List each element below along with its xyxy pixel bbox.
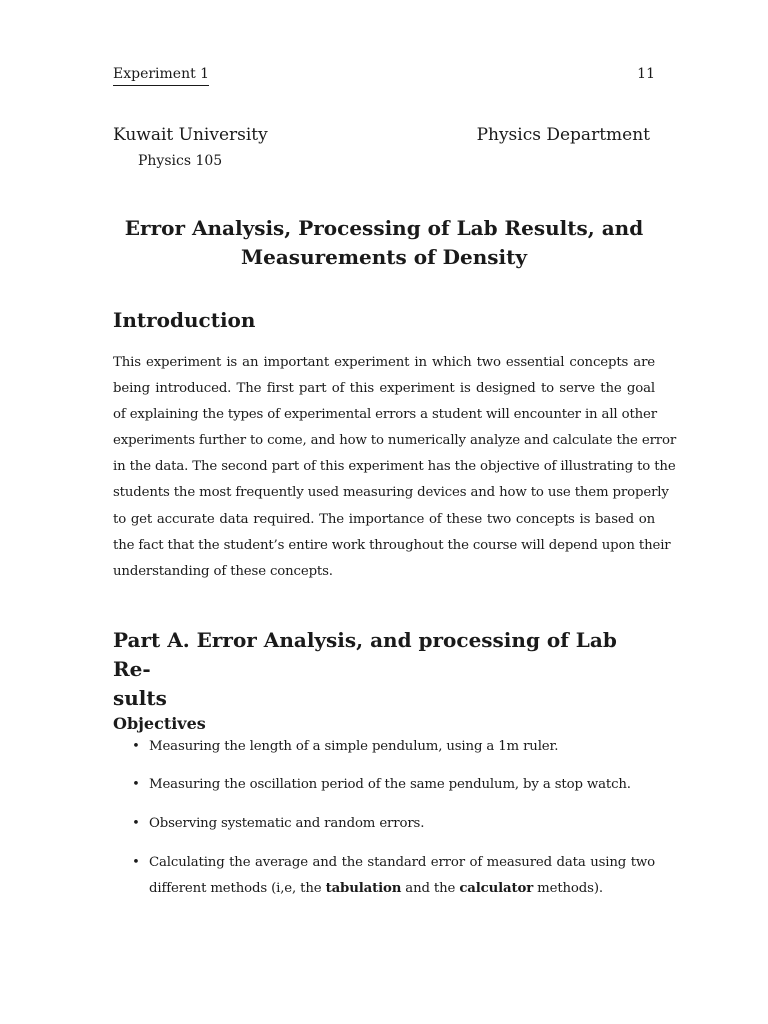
introduction-paragraph (113, 350, 677, 585)
objective-line-suffix: methods). (533, 881, 603, 896)
paragraph-line: to get accurate data required. The importance of these two concepts is based on (113, 511, 655, 527)
objective-line: Measuring the length of a simple pendulum, using a 1m ruler. (149, 739, 559, 754)
running-title: Experiment 1 (113, 64, 209, 86)
part-a-heading (113, 626, 655, 713)
course-name: Physics 105 (138, 153, 223, 169)
objectives-heading: Objectives (113, 714, 206, 733)
paragraph-line: experiments further to come, and how to numerically analyze and calculate the error (113, 433, 677, 449)
objective-line: Observing systematic and random errors. (149, 816, 425, 831)
introduction-heading: Introduction (113, 308, 256, 332)
objective-line: Measuring the oscillation period of the same pendulum, by a stop watch. (149, 777, 631, 792)
objective-text (149, 850, 655, 902)
objective-line-middle: and the (401, 881, 460, 896)
department-name: Physics Department (476, 125, 650, 145)
document-title (113, 214, 655, 272)
document-title-line-1: Error Analysis, Processing of Lab Results, and (124, 216, 644, 240)
paragraph-line: being introduced. The first part of this experiment is designed to serve the goal (113, 381, 655, 397)
bullet-icon: • (132, 739, 140, 754)
bullet-icon: • (132, 855, 140, 870)
paragraph-line: students the most frequently used measuring devices and how to use them properly (113, 485, 669, 501)
objective-text (149, 811, 655, 837)
paragraph-line: in the data. The second part of this experiment has the objective of illustrating to the (113, 459, 676, 475)
part-a-heading-line-2: sults (113, 686, 167, 710)
paragraph-line: the fact that the student’s entire work throughout the course will depend upon their (113, 537, 671, 553)
part-a-heading-line-1: Part A. Error Analysis, and processing of Lab Re- (113, 628, 617, 681)
page-number: 11 (637, 66, 655, 82)
paragraph-line: This experiment is an important experiment in which two essential concepts are (113, 355, 655, 370)
running-header (113, 64, 655, 88)
tabulation-term: tabulation (325, 881, 402, 896)
objective-line: Calculating the average and the standard error of measured data using two (149, 855, 655, 870)
paragraph-line: of explaining the types of experimental errors a student will encounter in all other (113, 407, 657, 423)
objective-line (149, 876, 655, 902)
university-name: Kuwait University (113, 125, 268, 145)
objective-line-prefix: different methods (i,e, the (149, 881, 326, 896)
objective-text (149, 772, 655, 798)
paragraph-line: understanding of these concepts. (113, 563, 333, 579)
calculator-term: calculator (459, 881, 534, 896)
document-title-line-2: Measurements of Density (240, 245, 527, 269)
institution-row (113, 123, 650, 147)
objective-text (149, 734, 655, 760)
bullet-icon: • (132, 816, 140, 831)
bullet-icon: • (132, 777, 140, 792)
